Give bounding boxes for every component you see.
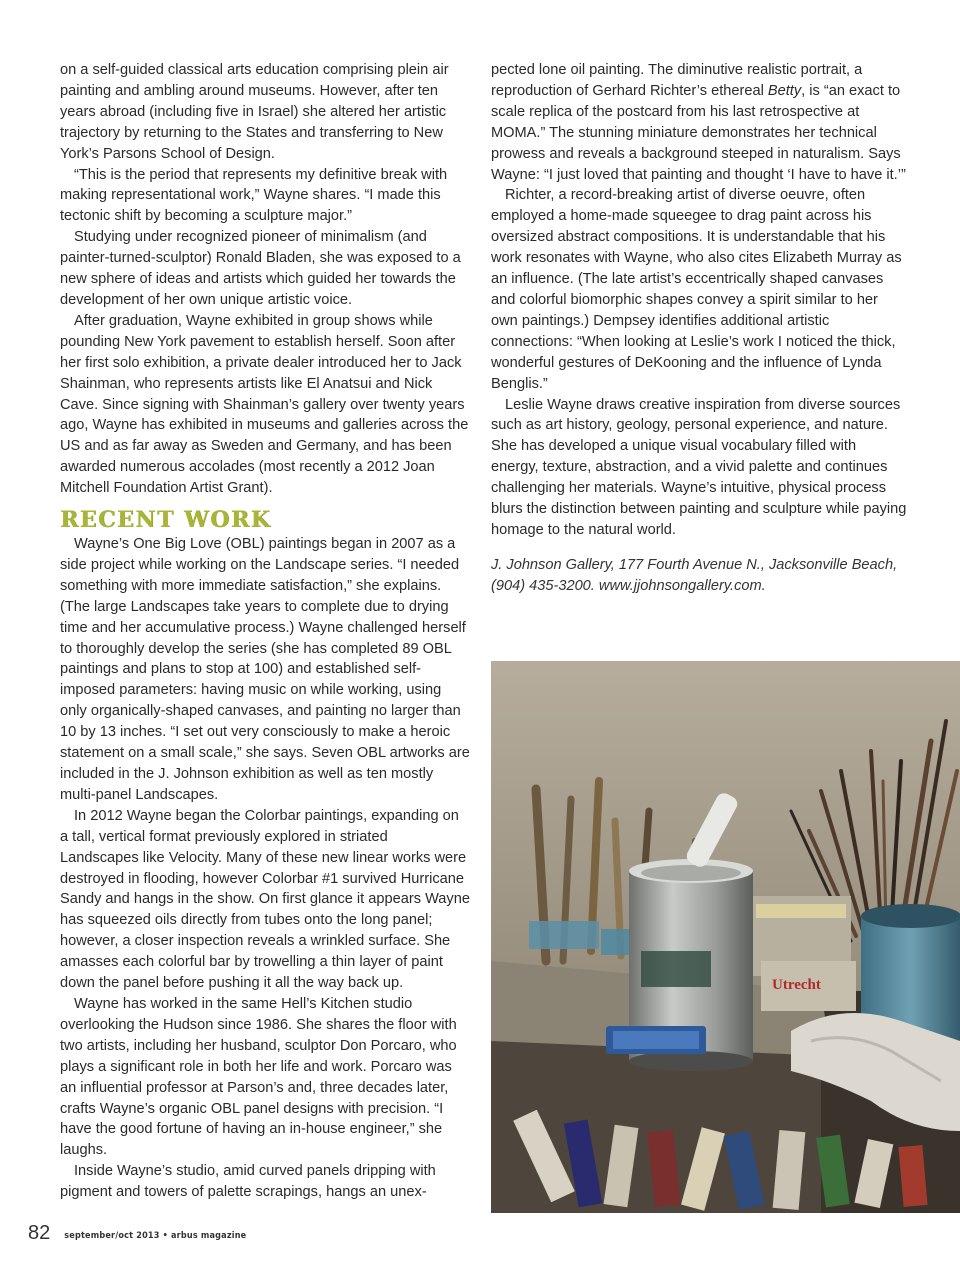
left-column [60,60,470,1203]
body-paragraph [491,60,907,185]
page-footer [28,1218,246,1248]
body-paragraph: Leslie Wayne draws creative inspiration from diverse sources such as art history, geology, personal experience, and nature. She has developed a unique visual vocabulary filled with energy, texture, abstraction, and a vivid palette and continues challenging her materials. Wayne’s intuitive, physical process blurs the distinction between painting and sculpture while paying homage to the natural world. [491,396,907,538]
body-paragraph: After graduation, Wayne exhibited in group shows while pounding New York pavement to establish herself. Soon after her first solo exhibition, a private dealer introduced her to Jack Shainman, who represents artists like El Anatsui and Nick Cave. Since signing with Shainman’s gallery over twenty years ago, Wayne has exhibited in museums and galleries across the US and as far away as Sweden and Germany, and has been awarded numerous accolades (most recently a 2012 Joan Mitchell Foundation Artist Grant). [60,312,469,497]
body-paragraph: Wayne has worked in the same Hell’s Kitchen studio overlooking the Hudson since 1986. She shares the floor with two artists, including her husband, sculptor Don Porcaro, who plays a significant role in both her life and work. Porcaro was an influential professor at Parson’s and, three decades later, crafts Wayne’s organic OBL panel designs with precision. “I have the good fortune of having an in-house engineer,” she laughs. [60,995,457,1159]
body-paragraph: In 2012 Wayne began the Colorbar paintings, expanding on a tall, vertical format previously explored in striated Landscapes like Velocity. Many of these new linear works were destroyed in flooding, however Colorbar #1 survived Hurricane Sandy and hangs in the show. On first glance it appears Wayne has squeezed oils directly from tubes onto the long panel; however, a closer inspection reveals a wrinkled surface. She amasses each colorful bar by trowelling a thin layer of paint down the panel before pushing it all the way back up. [60,807,470,992]
text-run: , is “an exact to scale replica of the postcard from his last retrospective at MOMA.” The stunning miniature demonstrates her technical prowess and reveals a background steeped in naturalism. Says Wayne: “I just loved that painting and thought ‘I have to have it.’” [491,82,906,183]
studio-photo [491,661,960,1213]
gallery-credit: J. Johnson Gallery, 177 Fourth Avenue N., Jacksonville Beach, (904) 435-3200. www.jjohnsongallery.com. [491,556,898,594]
artwork-title: Betty [767,82,802,99]
text-run: pected lone oil painting. The diminutive realistic portrait, a reproduction of Gerhard Richter’s ethereal [491,62,863,99]
right-column [491,60,907,597]
page-number: 82 [28,1221,51,1244]
paint-can-label: Utrecht [772,977,821,993]
body-paragraph: on a self-guided classical arts education comprising plein air painting and ambling around museums. However, after ten years abroad (including five in Israel) she altered her artistic trajectory by returning to the States and transferring to New York’s Parsons School of Design. [60,62,449,162]
body-paragraph: Richter, a record-breaking artist of diverse oeuvre, often employed a home-made squeegee to drag paint across his oversized abstract compositions. It is understandable that his work resonates with Wayne, who also cites Elizabeth Murray as an influence. (The late artist’s eccentrically shaped canvases and colorful biomorphic shapes convey a spirit similar to her own paintings.) Dempsey identifies additional artistic connections: “When looking at Leslie’s work I noticed the thick, wonderful gestures of DeKooning and the influence of Lynda Benglis.” [491,187,902,392]
body-paragraph: “This is the period that represents my definitive break with making representational work,” Wayne shares. “I made this tectonic shift by becoming a sculpture major.” [60,166,448,225]
body-paragraph: Studying under recognized pioneer of minimalism (and painter-turned-sculptor) Ronald Bladen, she was exposed to a new sphere of ideas and artists which guided her towards the development of her own unique artistic voice. [60,229,461,308]
studio-photo-illustration [491,661,960,1213]
body-paragraph: Wayne’s One Big Love (OBL) paintings began in 2007 as a side project while working on the Landscape series. “I needed something with more immediate satisfaction,” she explains. (The large Landscapes take years to complete due to drying time and her accumulative process.) Wayne challenged herself to thoroughly develop the series (she has completed 89 OBL paintings and plans to stop at 100) and established self-imposed parameters: having music on while working, using only organically-shaped canvases, and painting no larger than 10 by 13 inches. “I set out very consciously to make a heroic statement on a small scale,” she says. Seven OBL artworks are included in the J. Johnson exhibition as well as ten mostly multi-panel Landscapes. [60,536,470,803]
section-heading: RECENT WORK [60,507,272,534]
body-paragraph: Inside Wayne’s studio, amid curved panels dripping with pigment and towers of palette scrapings, hangs an unex- [60,1163,436,1201]
footer-publication: september/oct 2013 • arbus magazine [64,1231,247,1241]
